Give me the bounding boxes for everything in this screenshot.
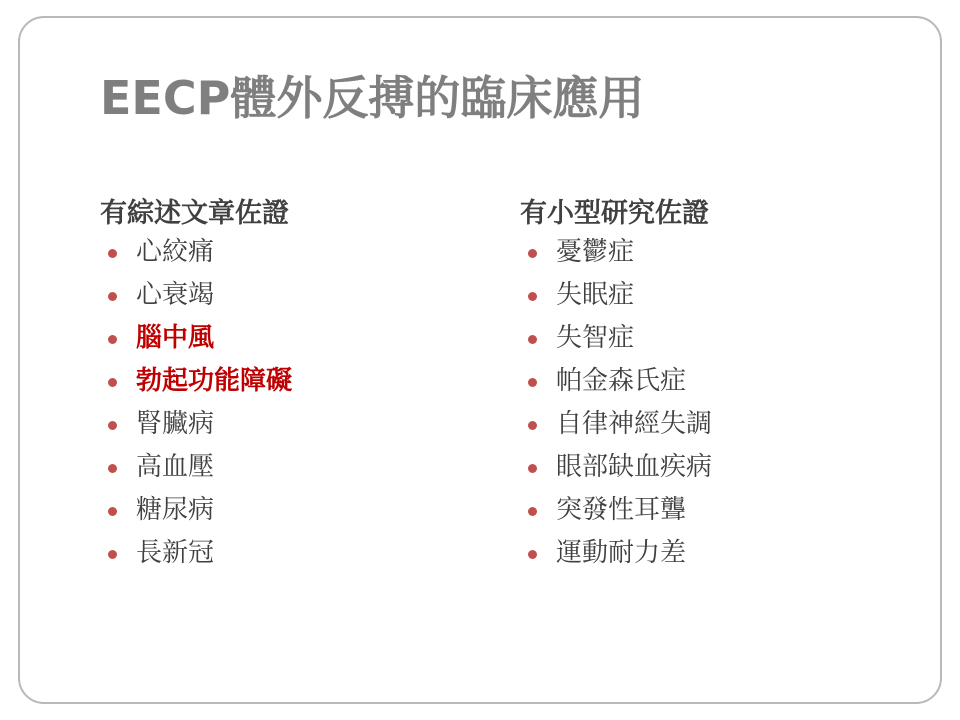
bullet-dot-icon xyxy=(108,421,117,430)
list-item xyxy=(520,452,900,483)
list-item-label: 失智症 xyxy=(556,323,635,354)
list-item-label: 自律神經失調 xyxy=(556,409,713,440)
page-title: EECP體外反搏的臨床應用 xyxy=(100,71,645,125)
list-item xyxy=(520,366,900,397)
list-item xyxy=(520,323,900,354)
bullet-dot-icon xyxy=(108,292,117,301)
list-item-label: 長新冠 xyxy=(136,538,215,569)
list-item-label: 運動耐力差 xyxy=(556,538,687,569)
list-item-label: 腦中風 xyxy=(136,323,215,354)
list-item-label: 失眠症 xyxy=(556,280,635,311)
bullet-dot-icon xyxy=(528,378,537,387)
bullet-dot-icon xyxy=(108,249,117,258)
list-item-label: 勃起功能障礙 xyxy=(136,366,293,397)
list-item xyxy=(520,495,900,526)
bullet-dot-icon xyxy=(528,464,537,473)
bullet-dot-icon xyxy=(528,421,537,430)
list-item xyxy=(100,452,520,483)
list-item xyxy=(520,538,900,569)
list-item xyxy=(100,366,520,397)
column-left-list xyxy=(100,237,520,569)
list-item-label: 憂鬱症 xyxy=(556,237,635,268)
column-left-heading: 有綜述文章佐證 xyxy=(100,198,289,229)
column-right-heading: 有小型研究佐證 xyxy=(520,198,709,229)
bullet-dot-icon xyxy=(108,464,117,473)
list-item xyxy=(100,237,520,268)
list-item xyxy=(100,409,520,440)
list-item xyxy=(100,495,520,526)
list-item xyxy=(100,323,520,354)
list-item-label: 心絞痛 xyxy=(136,237,215,268)
column-right xyxy=(520,196,900,583)
list-item-label: 糖尿病 xyxy=(136,495,215,526)
bullet-dot-icon xyxy=(528,335,537,344)
list-item-label: 眼部缺血疾病 xyxy=(556,452,713,483)
list-item-label: 腎臟病 xyxy=(136,409,215,440)
bullet-dot-icon xyxy=(528,507,537,516)
list-item-label: 帕金森氏症 xyxy=(556,366,687,397)
list-item xyxy=(520,280,900,311)
column-right-list xyxy=(520,237,900,569)
list-item-label: 心衰竭 xyxy=(136,280,215,311)
bullet-dot-icon xyxy=(108,378,117,387)
list-item xyxy=(520,237,900,268)
list-item xyxy=(100,538,520,569)
bullet-dot-icon xyxy=(108,507,117,516)
bullet-dot-icon xyxy=(528,292,537,301)
list-item xyxy=(100,280,520,311)
bullet-dot-icon xyxy=(108,550,117,559)
bullet-dot-icon xyxy=(108,335,117,344)
column-left xyxy=(100,196,520,583)
bullet-dot-icon xyxy=(528,249,537,258)
list-item-label: 突發性耳聾 xyxy=(556,495,687,526)
list-item-label: 高血壓 xyxy=(136,452,215,483)
list-item xyxy=(520,409,900,440)
bullet-dot-icon xyxy=(528,550,537,559)
content-columns xyxy=(100,196,900,583)
